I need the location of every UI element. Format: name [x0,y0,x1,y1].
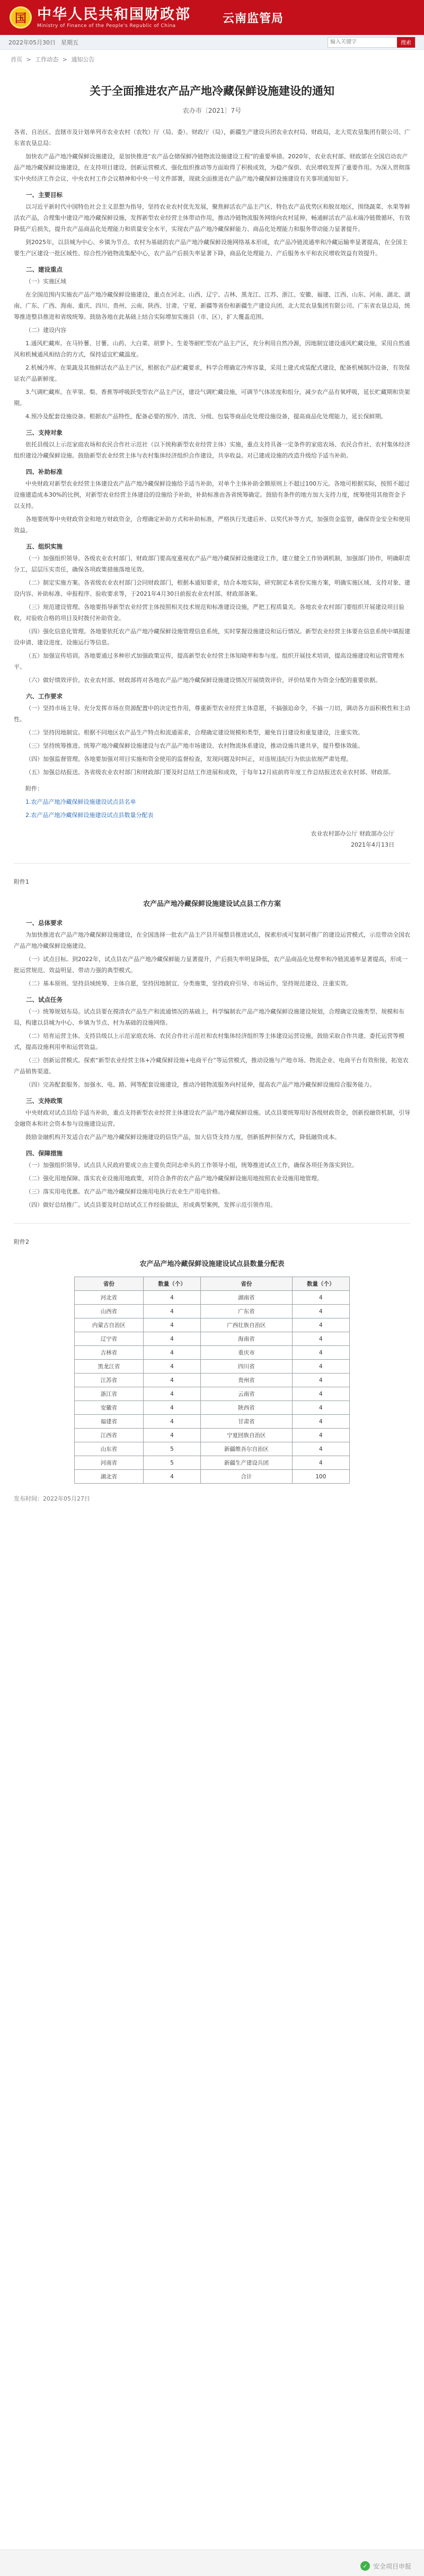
table-cell: 广东省 [201,1305,292,1318]
brand-block[interactable] [37,6,191,29]
table-cell: 江西省 [75,1429,144,1442]
section-paragraph: 为加快推进农产品产地冷藏保鲜设施建设，在全国选择一批农产品主产县开展整县推进试点，探索形成可复制可推广的建设运营模式，示范带动全国农产品产地冷藏保鲜设施建设。 [14,931,410,949]
table-cell: 5 [143,1442,200,1456]
intro-paragraph: 加快农产品产地冷藏保鲜设施建设，是加快推进“农产品仓储保鲜冷链物流设施建设工程”的重要举措。2020年，农业农村部、财政部在全国启动农产品产地冷藏保鲜设施建设，在支持项目建设、创新运营模式、强化组织推动等方面取得了积极成效，为稳产保供、农民增收发挥了重要作用。为深入贯彻落实中央经济工作会议、中央农村工作会议精神和中央一号文件部署，现就全面推进农产品产地冷藏保鲜设施建设有关事项通知如下。 [14,153,410,182]
section-paragraph: 2.机械冷库。在果蔬及其他鲜活农产品主产区，根据农产品贮藏要求，科学合理确定冷库容量，采用土建式或装配式建设，配备机械制冷设备，有效保证农产品新鲜度。 [14,364,410,382]
table-cell: 吉林省 [75,1346,144,1360]
section [14,690,410,778]
table-cell: 4 [292,1387,349,1401]
section-heading: 二、试点任务 [26,996,63,1003]
attachment-link[interactable]: 2.农产品产地冷藏保鲜设施建设试点县数量分配表 [25,812,154,819]
table-row [75,1291,350,1305]
table-row [75,1442,350,1456]
table-cell: 4 [143,1415,200,1429]
section-heading: 三、支持对象 [26,429,63,436]
watermark [360,2561,411,2571]
section [14,993,410,1090]
table-cell: 江苏省 [75,1374,144,1387]
breadcrumb-notice[interactable]: 通知公告 [71,56,95,63]
section-paragraph: （一）加强组织领导。各级农业农村部门、财政部门要高度重视农产品产地冷藏保鲜设施建设工作，建立健全工作协调机制，加强部门协作，明确职责分工，层层压实责任，确保各项政策措施落地见效。 [14,555,410,573]
national-emblem-icon: 国 [10,6,32,29]
section-heading: 六、工作要求 [26,693,63,700]
table-cell: 河南省 [75,1456,144,1470]
section-paragraph: （二）培育运营主体。支持县级以上示范家庭农场、农民合作社示范社和农村集体经济组织等主体建设运营设施，鼓励采取合作共建、委托运营等模式，提高设施利用率和运营效益。 [14,1033,404,1051]
section-paragraph: 到2025年，以县城为中心、乡镇为节点、农村为基础的农产品产地冷藏保鲜设施网络基本形成，农产品冷链流通率和冷藏运输率显著提高，在全国主要生产区建设一批区域性、综合性冷链物流集配中心，农产品产后损失率显著下降，商品化处理能力、产后服务水平和农民增收效益有效提升。 [14,239,408,257]
section-paragraph: （四）强化信息化管理。各地要依托农产品产地冷藏保鲜设施管理信息系统，实时掌握设施建设和运行情况。新型农业经营主体要在信息系统中填报建设申请、建设进度、设施运行等信息。 [14,628,410,646]
table-body [75,1291,350,1484]
table-cell: 福建省 [75,1415,144,1429]
annex2-title: 农产品产地冷藏保鲜设施建设试点县数量分配表 [139,1260,285,1268]
section-paragraph: 中央财政对新型农业经营主体建设农产品产地冷藏保鲜设施给予适当补助，对单个主体补助金额原则上不超过100万元。各地可根据实际，按照不超过设施建造成本30%的比例，对新型农业经营主体建设的设施给予补助，补助标准由各省统筹确定。鼓励有条件的地方加大支持力度，统筹使用其他资金予以支持。 [14,480,410,509]
table-cell: 4 [292,1415,349,1429]
table-cell: 辽宁省 [75,1332,144,1346]
table-header-row [75,1277,350,1291]
annex1-title: 农产品产地冷藏保鲜设施建设试点县工作方案 [143,900,281,908]
section-paragraph: （三）创新运营模式。探索“新型农业经营主体+冷藏保鲜设施+电商平台”等运营模式，推动设施与产地市场、物流企业、电商平台有效衔接，拓宽农产品销售渠道。 [14,1057,409,1075]
section-paragraph: （六）做好绩效评价。农业农村部、财政部将对各地农产品产地冷藏保鲜设施建设情况开展绩效评价，评价结果作为资金分配的重要依据。 [25,677,381,684]
breadcrumb-work[interactable]: 工作动态 [35,56,59,63]
section-paragraph: 中央财政对试点县给予适当补助，重点支持新型农业经营主体建设农产品产地冷藏保鲜设施。试点县要统筹用好各级财政资金，创新投融资机制，引导金融资本和社会资本参与设施建设运营。 [14,1109,410,1127]
publish-date: 发布时间：2022年05月27日 [14,1495,90,1502]
brand-name-en: Ministry of Finance of the People's Republic of China [37,23,176,29]
table-cell: 4 [292,1442,349,1456]
table-cell: 重庆市 [201,1346,292,1360]
table-cell: 4 [143,1401,200,1415]
annex2-label: 附件2 [14,1238,29,1245]
annex1-sections [14,917,410,1210]
section [14,917,410,989]
section-paragraph: （二）建设内容 [25,327,66,334]
search-box [328,37,416,48]
top-bar [0,35,424,50]
section [14,189,410,259]
section-paragraph: 1.通风贮藏库。在马铃薯、甘薯、山药、大白菜、胡萝卜、生姜等耐贮型农产品主产区，充分利用自然冷源，因地制宜建设通风贮藏设施，采用自然通风和机械通风相结合的方式，保持适宜贮藏温度。 [14,340,410,358]
section-paragraph: 各地要统筹中央财政资金和地方财政资金，合理确定补助方式和补助标准，严格执行先建后补、以奖代补等方式，加强资金监管，确保资金安全和使用效益。 [14,516,410,534]
section [14,1094,410,1143]
table-row [75,1470,350,1484]
table-cell: 贵州省 [201,1374,292,1387]
table-cell: 广西壮族自治区 [201,1318,292,1332]
table-cell: 浙江省 [75,1387,144,1401]
table-cell: 4 [292,1305,349,1318]
table-cell: 陕西省 [201,1401,292,1415]
document-number: 农办市〔2021〕7号 [182,107,242,114]
column-header: 省份 [201,1277,292,1291]
section-paragraph: 以习近平新时代中国特色社会主义思想为指导，坚持农业农村优先发展，聚焦鲜活农产品主产区、特色农产品优势区和脱贫地区，围绕蔬菜、水果等鲜活农产品，合理集中建设产地冷藏保鲜设施，发挥新型农业经营主体带动作用，推动冷链物流服务网络向农村延伸，畅通鲜活农产品末端冷链微循环，有效降低产后损失，提升农产品商品化处理能力和质量安全水平，实现农产品产地冷藏保鲜能力、商品化处理能力和服务带动能力显著提升。 [14,203,410,232]
section-heading: 五、组织实施 [26,543,63,550]
section-heading: 四、补助标准 [26,468,63,475]
table-row [75,1332,350,1346]
table-cell: 4 [292,1374,349,1387]
section-heading: 四、保障措施 [26,1150,63,1157]
section-paragraph: （二）制定实施方案。各省级农业农村部门会同财政部门，根据本通知要求，结合本地实际，研究制定本省份实施方案，明确实施区域、支持对象、建设内容、补助标准、申报程序、验收要求等，于2021年4月30日前报农业农村部、财政部备案。 [14,579,410,597]
table-cell: 4 [143,1470,200,1484]
table-cell: 安徽省 [75,1401,144,1415]
attachment-link[interactable]: 1.农产品产地冷藏保鲜设施建设试点县名单 [25,798,136,805]
section-paragraph: （一）加强组织领导。试点县人民政府要成立由主要负责同志牵头的工作领导小组，统筹推进试点工作，确保各项任务落实到位。 [25,1162,358,1169]
section-paragraph: （一）坚持市场主导。充分发挥市场在资源配置中的决定性作用，尊重新型农业经营主体意愿，不搞强迫命令，不搞一刀切，调动各方面积极性和主动性。 [14,705,410,723]
section [14,1147,410,1210]
search-input[interactable] [328,38,397,47]
section-paragraph: （一）试点目标。到2022年，试点县农产品产地冷藏保鲜能力显著提升，产后损失率明显降低，农产品商品化处理率和冷链流通率显著提高，形成一批运营规范、效益明显、带动力强的典型模式。 [14,956,408,974]
table-row [75,1387,350,1401]
table-cell: 4 [143,1346,200,1360]
annex1-label: 附件1 [14,878,29,885]
column-header: 数量（个） [143,1277,200,1291]
table-cell: 甘肃省 [201,1415,292,1429]
table-row [75,1360,350,1374]
table-cell: 合计 [201,1470,292,1484]
section-heading: 二、建设重点 [26,266,63,273]
breadcrumb-home[interactable]: 首页 [11,56,22,63]
table-cell: 山东省 [75,1442,144,1456]
bureau-name: 云南监管局 [223,12,284,25]
table-cell: 新疆维吾尔自治区 [201,1442,292,1456]
brand-name-cn: 中华人民共和国财政部 [37,6,191,23]
table-cell: 山西省 [75,1305,144,1318]
section [14,540,410,686]
section-paragraph: （三）落实用电优惠。农产品产地冷藏保鲜设施用电执行农业生产用电价格。 [25,1188,224,1195]
table-cell: 海南省 [201,1332,292,1346]
table-cell: 4 [143,1332,200,1346]
table-cell: 4 [143,1360,200,1374]
table-cell: 湖北省 [75,1470,144,1484]
section-paragraph: （三）规范建设管理。各地要指导新型农业经营主体按照相关技术规范和标准建设设施，严把工程质量关。各地农业农村部门要组织开展建设项目验收，对验收合格的项目及时拨付补助资金。 [14,604,404,622]
page-footer [0,2550,424,2576]
table-cell: 5 [143,1456,200,1470]
table-cell: 新疆生产建设兵团 [201,1456,292,1470]
wechat-icon: ✓ [360,2561,370,2571]
breadcrumb [0,50,424,69]
section-paragraph: （四）加强监督管理。各地要加强对项目实施和资金使用的监督检查，发现问题及时纠正，对违规违纪行为依法依规严肃处理。 [25,756,352,762]
sign-date: 2021年4月13日 [351,841,394,848]
table-cell: 4 [143,1374,200,1387]
table-cell: 宁夏回族自治区 [201,1429,292,1442]
column-header: 省份 [75,1277,144,1291]
current-date: 2022年05月30日 [8,39,56,46]
table-cell: 4 [292,1360,349,1374]
document-sections [14,189,410,778]
salutation: 各省、自治区、直辖市及计划单列市农业农村（农牧）厅（局、委）、财政厅（局），新疆生产建设兵团农业农村局、财政局，北大荒农垦集团有限公司、广东省农垦总局： [14,129,410,147]
watermark-text: 安全项目申报 [373,2562,411,2570]
article [0,83,424,1503]
section-paragraph: （一）统筹规划布局。试点县要在摸清农产品生产和流通情况的基础上，科学编制农产品产地冷藏保鲜设施建设规划，合理确定设施类型、规模和布局，构建以县城为中心、乡镇为节点、村为基础的设施网络。 [14,1008,404,1026]
section-paragraph: （五）加强总结报送。各省级农业农村部门和财政部门要及时总结工作进展和成效，于每年12月底前将年度工作总结报送农业农村部、财政部。 [25,769,394,776]
divider [14,1223,410,1224]
search-button[interactable]: 搜索 [397,37,415,48]
table-cell: 4 [143,1387,200,1401]
signer: 农业农村部办公厅 财政部办公厅 [311,830,394,837]
table-cell: 云南省 [201,1387,292,1401]
table-row [75,1429,350,1442]
site-header [0,0,424,35]
table-row [75,1401,350,1415]
section-paragraph: 3.气调贮藏库。在苹果、梨、香蕉等呼吸跃变型农产品主产区，建设气调贮藏设施，可调节气体浓度和组分，减少农产品有氧呼吸，延长贮藏期和货架期。 [14,389,410,407]
table-cell: 4 [292,1346,349,1360]
table-row [75,1305,350,1318]
table-cell: 4 [143,1318,200,1332]
table-cell: 4 [292,1318,349,1332]
section-paragraph: （一）实施区域 [25,278,66,285]
section-heading: 一、主要目标 [26,191,63,199]
table-cell: 河北省 [75,1291,144,1305]
section-heading: 三、支持政策 [26,1097,63,1105]
breadcrumb-separator: > [62,56,67,63]
section-paragraph: （三）坚持统筹推进。统筹产地冷藏保鲜设施建设与农产品产地市场建设、农村物流体系建设，推动设施共建共享，提升整体效能。 [25,742,364,749]
table-row [75,1456,350,1470]
table-cell: 4 [292,1401,349,1415]
section-paragraph: 依托县级以上示范家庭农场和农民合作社示范社（以下统称新型农业经营主体）实施，重点支持具备一定条件的家庭农场、农民合作社、农村集体经济组织建设冷藏保鲜设施。鼓励新型农业经营主体与农村集体经济组织合作建设，共享收益。对已建成设施的改造升级给予适当补助。 [14,441,410,459]
section-paragraph: （五）加强宣传培训。各地要通过多种形式加强政策宣传，提高新型农业经营主体知晓率和参与度。组织开展技术培训，提高设施建设和运营管理水平。 [14,652,404,670]
current-weekday: 星期五 [61,39,78,46]
section-paragraph: （四）完善配套服务。加强水、电、路、网等配套设施建设，推动冷链物流服务向村延伸，提高农产品产地冷藏保鲜设施综合服务能力。 [25,1081,375,1088]
section-paragraph: 鼓励金融机构开发适合农产品产地冷藏保鲜设施建设的信贷产品，加大信贷支持力度，创新抵押担保方式，降低融资成本。 [25,1134,340,1141]
divider [14,863,410,864]
table-row [75,1415,350,1429]
table-cell: 4 [143,1291,200,1305]
breadcrumb-separator: > [26,56,31,63]
attachments-label: 附件： [25,785,43,792]
table-cell: 内蒙古自治区 [75,1318,144,1332]
section-heading: 一、总体要求 [26,919,63,927]
table-row [75,1346,350,1360]
allocation-table [74,1277,350,1484]
table-cell: 4 [292,1456,349,1470]
section-paragraph: （二）基本原则。坚持县域统筹、主体自愿，坚持因地制宜、分类施策，坚持政府引导、市场运作，坚持规范建设、注重实效。 [25,980,352,987]
section [14,426,410,461]
table-row [75,1374,350,1387]
table-cell: 湖南省 [201,1291,292,1305]
page-title: 关于全面推进农产品产地冷藏保鲜设施建设的通知 [90,85,334,97]
section-paragraph: （四）做好总结推广。试点县要及时总结试点工作经验做法，形成典型案例，发挥示范引领作用。 [25,1201,276,1208]
table-cell: 100 [292,1470,349,1484]
table-cell: 4 [292,1332,349,1346]
table-row [75,1318,350,1332]
table-cell: 四川省 [201,1360,292,1374]
section [14,263,410,422]
table-cell: 4 [143,1305,200,1318]
section-paragraph: 在全国范围内实施农产品产地冷藏保鲜设施建设，重点在河北、山西、辽宁、吉林、黑龙江、江苏、浙江、安徽、福建、江西、山东、河南、湖北、湖南、广东、广西、海南、重庆、四川、贵州、云南、陕西、甘肃、宁夏、新疆等省份和新疆生产建设兵团、北大荒农垦集团有限公司、广东省农垦总局，统筹推进整县推进和省级统筹。鼓励各地在此基础上结合实际增加实施县（市、区），扩大覆盖范围。 [14,291,410,320]
table-cell: 4 [143,1429,200,1442]
table-cell: 黑龙江省 [75,1360,144,1374]
table-cell: 4 [292,1291,349,1305]
section-paragraph: （二）坚持因地制宜。根据不同地区农产品生产特点和流通需求，合理确定建设规模和类型，避免盲目建设和重复建设，注重实效。 [25,729,364,736]
section [14,465,410,536]
column-header: 数量（个） [292,1277,349,1291]
section-paragraph: （二）强化用地保障。落实农业设施用地政策，对符合条件的农产品产地冷藏保鲜设施用地按照农业设施用地管理。 [25,1175,323,1182]
table-cell: 4 [292,1429,349,1442]
section-paragraph: 4.预冷及配套设施设备。根据农产品特性，配备必要的预冷、清洗、分级、包装等商品化处理设施设备，提高商品化处理能力，延长保鲜期。 [25,413,387,420]
